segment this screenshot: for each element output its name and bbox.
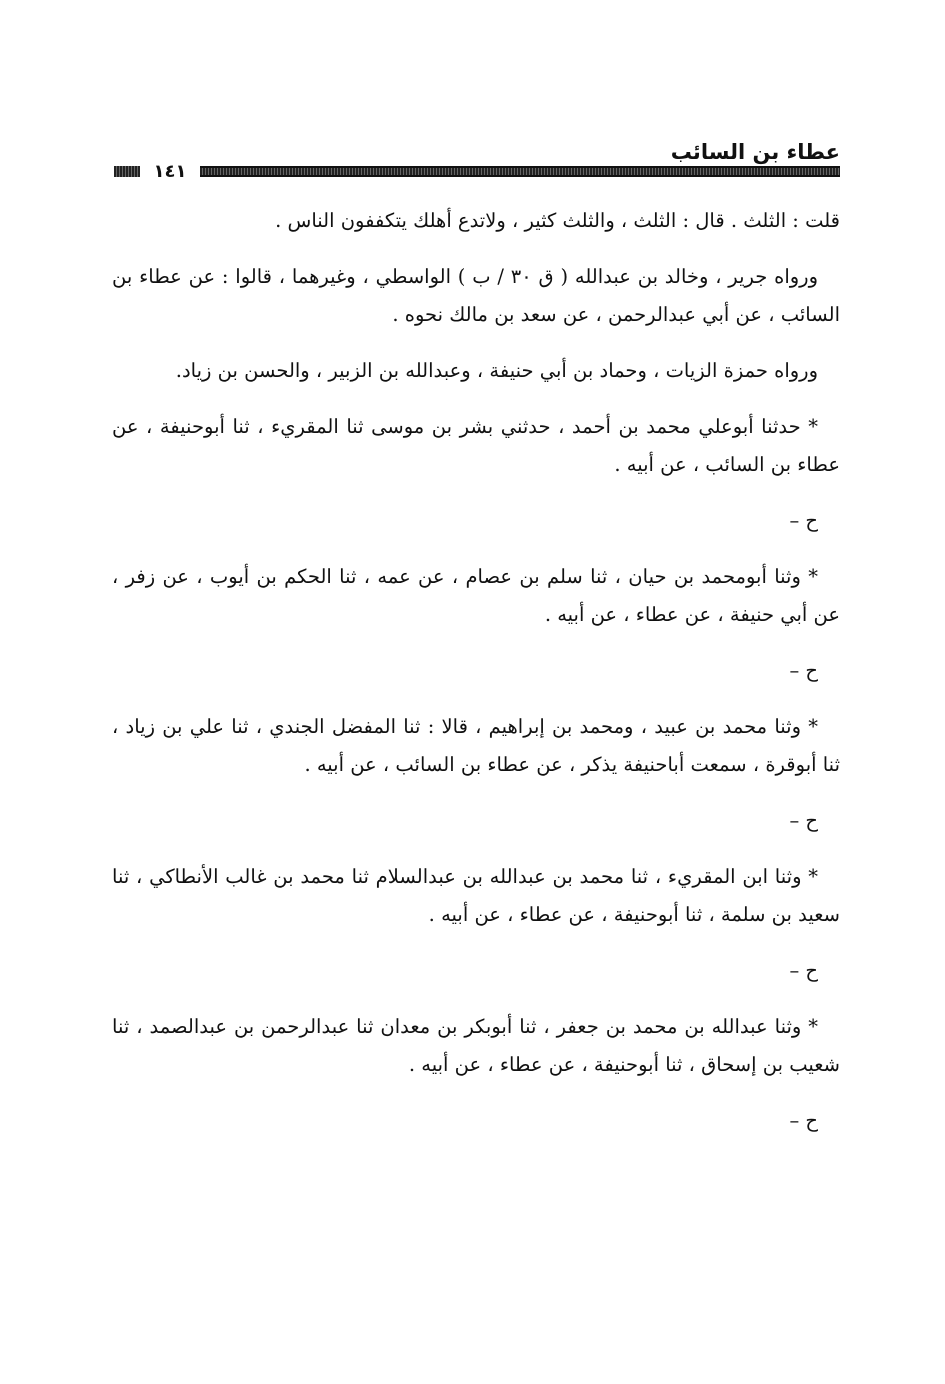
page-number-ornament [114,166,140,177]
body-paragraph: قلت : الثلث . قال : الثلث ، والثلث كثير ، ولاتدع أهلك يتكففون الناس . [275,209,840,232]
transmission-mark: ح – [789,809,818,832]
running-header [112,138,840,186]
body-paragraph: ورواه حمزة الزيات ، وحماد بن أبي حنيفة ، وعبدالله بن الزبير ، والحسن بن زياد. [175,359,818,382]
transmission-mark: ح – [789,1109,818,1132]
page-body [112,202,840,1158]
body-paragraph: * وثنا محمد بن عبيد ، ومحمد بن إبراهيم ، قالا : ثنا المفضل الجندي ، ثنا علي بن زياد ، ثنا أبوقرة ، سمعت أباحنيفة يذكر ، عن عطاء بن السائب ، عن أبيه . [112,715,840,776]
transmission-mark: ح – [789,959,818,982]
header-rule [200,166,840,177]
header-title: عطاء بن السائب [670,140,840,164]
page-number: ١٤١ [153,161,187,182]
transmission-mark: ح – [789,509,818,532]
body-paragraph: * وثنا ابن المقريء ، ثنا محمد بن عبدالله بن عبدالسلام ثنا محمد بن غالب الأنطاكي ، ثنا سعيد بن سلمة ، ثنا أبوحنيفة ، عن عطاء ، عن أبيه . [112,865,840,926]
body-paragraph: * وثنا أبومحمد بن حيان ، ثنا سلم بن عصام ، عن عمه ، ثنا الحكم بن أيوب ، عن زفر ، عن أبي حنيفة ، عن عطاء ، عن أبيه . [112,565,840,626]
body-paragraph: ورواه جرير ، وخالد بن عبدالله ( ق ٣٠ / ب ) الواسطي ، وغيرهما ، قالوا : عن عطاء بن السائب ، عن أبي عبدالرحمن ، عن سعد بن مالك نحوه . [112,265,840,326]
page-number-group [112,160,200,184]
transmission-mark: ح – [789,659,818,682]
body-paragraph: * حدثنا أبوعلي محمد بن أحمد ، حدثني بشر بن موسى ثنا المقريء ، ثنا أبوحنيفة ، عن عطاء بن السائب ، عن أبيه . [112,415,840,476]
body-paragraph: * وثنا عبدالله بن محمد بن جعفر ، ثنا أبوبكر بن معدان ثنا عبدالرحمن بن عبدالصمد ، ثنا شعيب بن إسحاق ، ثنا أبوحنيفة ، عن عطاء ، عن أبيه . [112,1015,840,1076]
